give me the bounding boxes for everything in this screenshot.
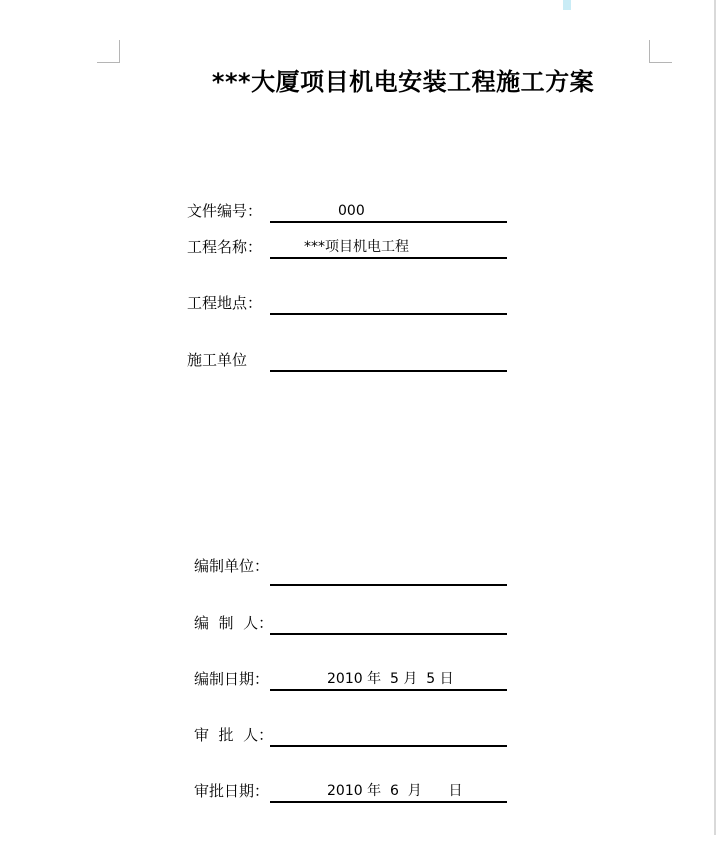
cursor-marker	[563, 0, 571, 10]
compile-date-value: 2010 年 5 月 5 日	[327, 671, 454, 687]
compiler-label: 编 制 人：	[194, 614, 274, 632]
compiler-field[interactable]	[270, 613, 507, 635]
construction-unit-field[interactable]	[270, 350, 507, 372]
project-location-field[interactable]	[270, 293, 507, 315]
compile-date-field[interactable]	[270, 669, 507, 691]
approval-date-label: 审批日期：	[194, 782, 270, 800]
approval-date-value: 2010 年 6 月 日	[327, 783, 463, 799]
compiling-unit-field[interactable]	[270, 556, 507, 586]
document-title: ***大厦项目机电安装工程施工方案	[211, 68, 595, 96]
file-number-field[interactable]	[270, 201, 507, 223]
file-number-value: 000	[338, 203, 365, 219]
file-number-label: 文件编号：	[187, 202, 263, 220]
compile-date-label: 编制日期：	[194, 670, 270, 688]
approval-date-field[interactable]	[270, 781, 507, 803]
approver-label: 审 批 人：	[194, 726, 274, 744]
project-name-field[interactable]	[270, 237, 507, 259]
construction-unit-label: 施工单位	[187, 351, 248, 369]
project-name-value: ***项目机电工程	[304, 239, 409, 255]
margin-corner-top-left	[97, 40, 120, 63]
project-name-label: 工程名称：	[187, 238, 263, 256]
approver-field[interactable]	[270, 725, 507, 747]
margin-corner-top-right	[649, 40, 672, 63]
compiling-unit-label: 编制单位：	[194, 557, 270, 575]
project-location-label: 工程地点：	[187, 294, 263, 312]
